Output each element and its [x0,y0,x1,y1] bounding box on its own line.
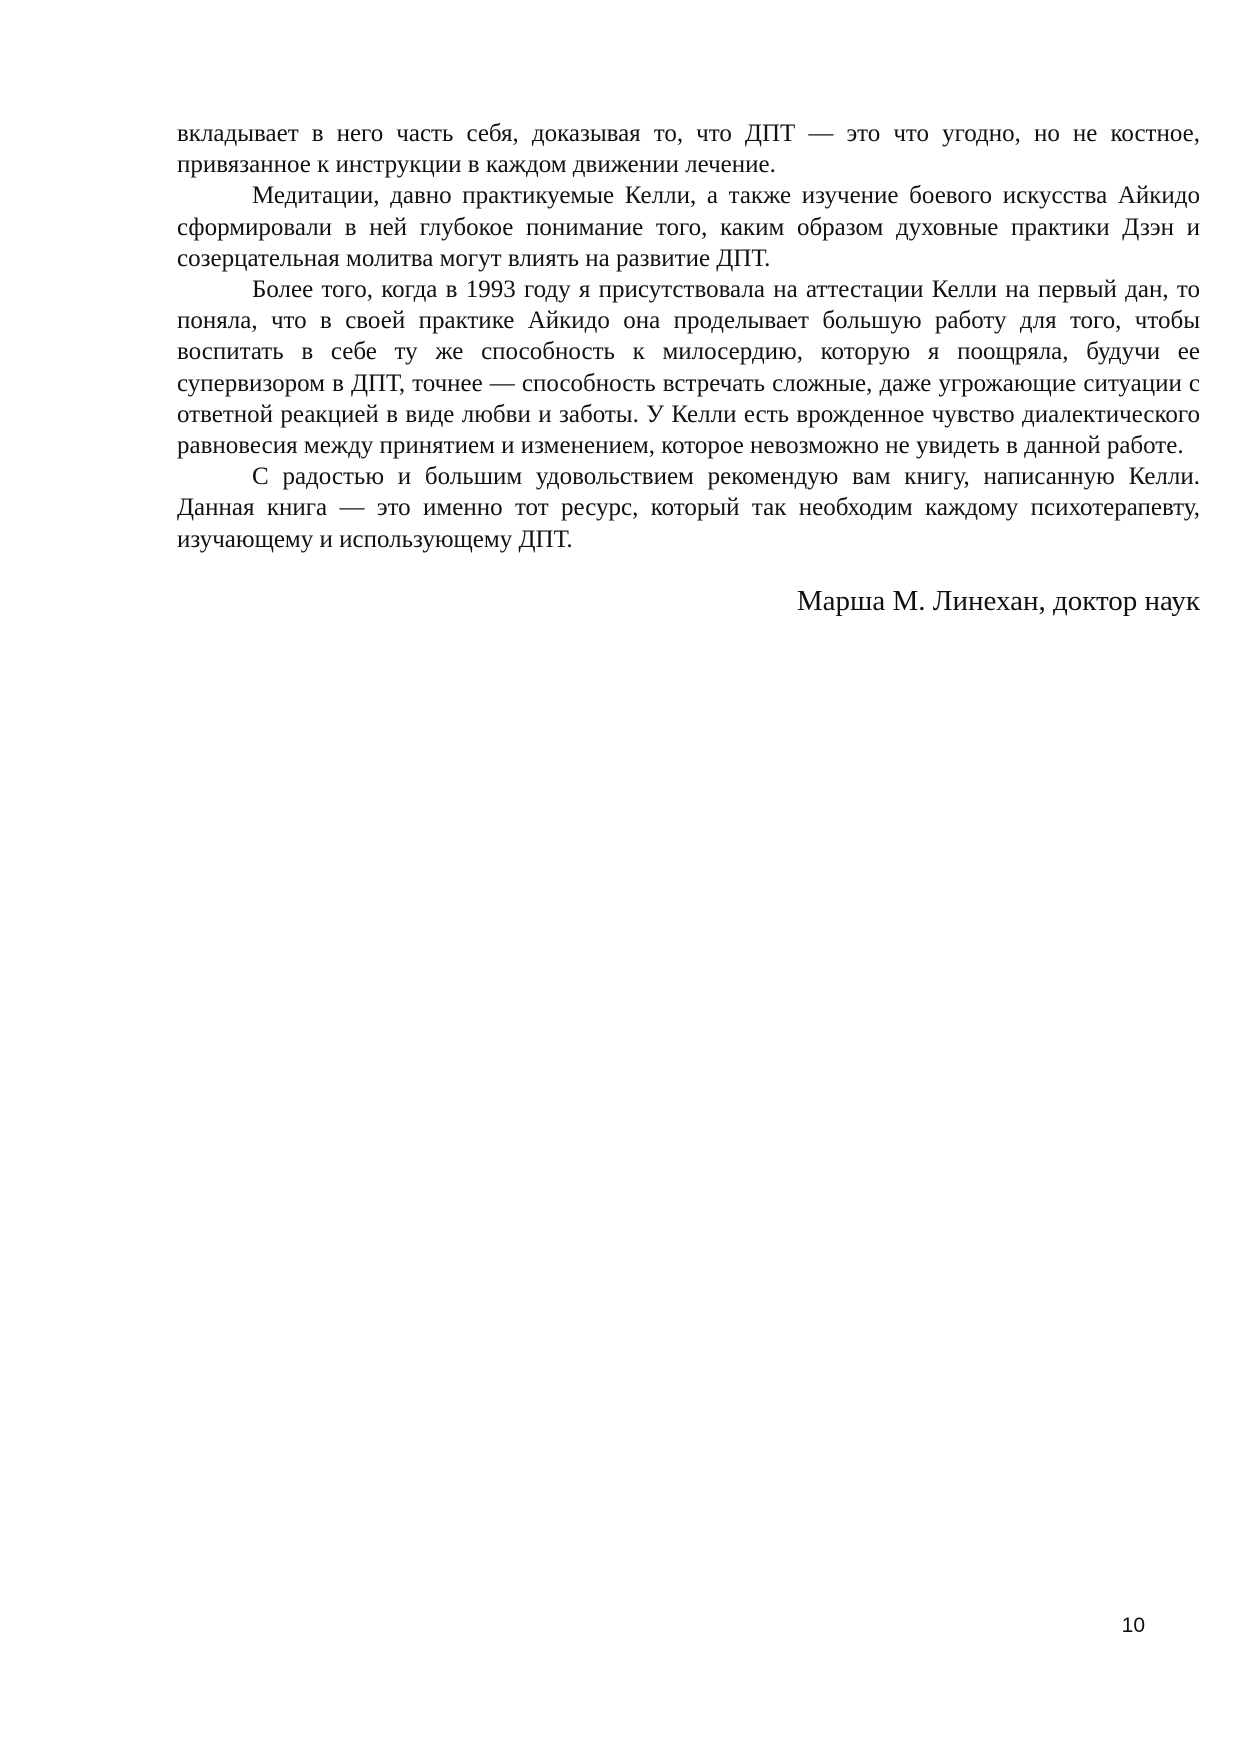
paragraph-recommendation: С радостью и большим удовольствием рекомендую вам книгу, написанную Келли. Данная книга — это именно тот ресурс, который так необходим каждому психотерапевту, изучающему и использующему ДПТ. [177,463,1200,553]
page-number: 10 [1121,1614,1145,1637]
paragraph-meditation: Медитации, давно практикуемые Келли, а также изучение боевого искусства Айкидо сформировали в ней глубокое понимание того, каким образом духовные практики Дзэн и созерцательная молитва могут влиять на развитие ДПТ. [177,182,1200,272]
paragraph-continuation: вкладывает в него часть себя, доказывая то, что ДПТ — это что угодно, но не костное, привязанное к инструкции в каждом движении лечение. [177,120,1200,179]
paragraph-attestation: Более того, когда в 1993 году я присутствовала на аттестации Келли на первый дан, то поняла, что в своей практике Айкидо она проделывает большую работу для того, чтобы воспитать в себе ту же способность к милосердию, которую я поощряла, будучи ее супервизором в ДПТ, точнее — способность встречать сложные, даже угрожающие ситуации с ответной реакцией в виде любви и заботы. У Келли есть врожденное чувство диалектического равновесия между принятием и изменением, которое невозможно не увидеть в данной работе. [177,276,1200,460]
author-signature: Марша М. Линехан, доктор наук [796,584,1200,617]
page-body [177,118,1200,619]
